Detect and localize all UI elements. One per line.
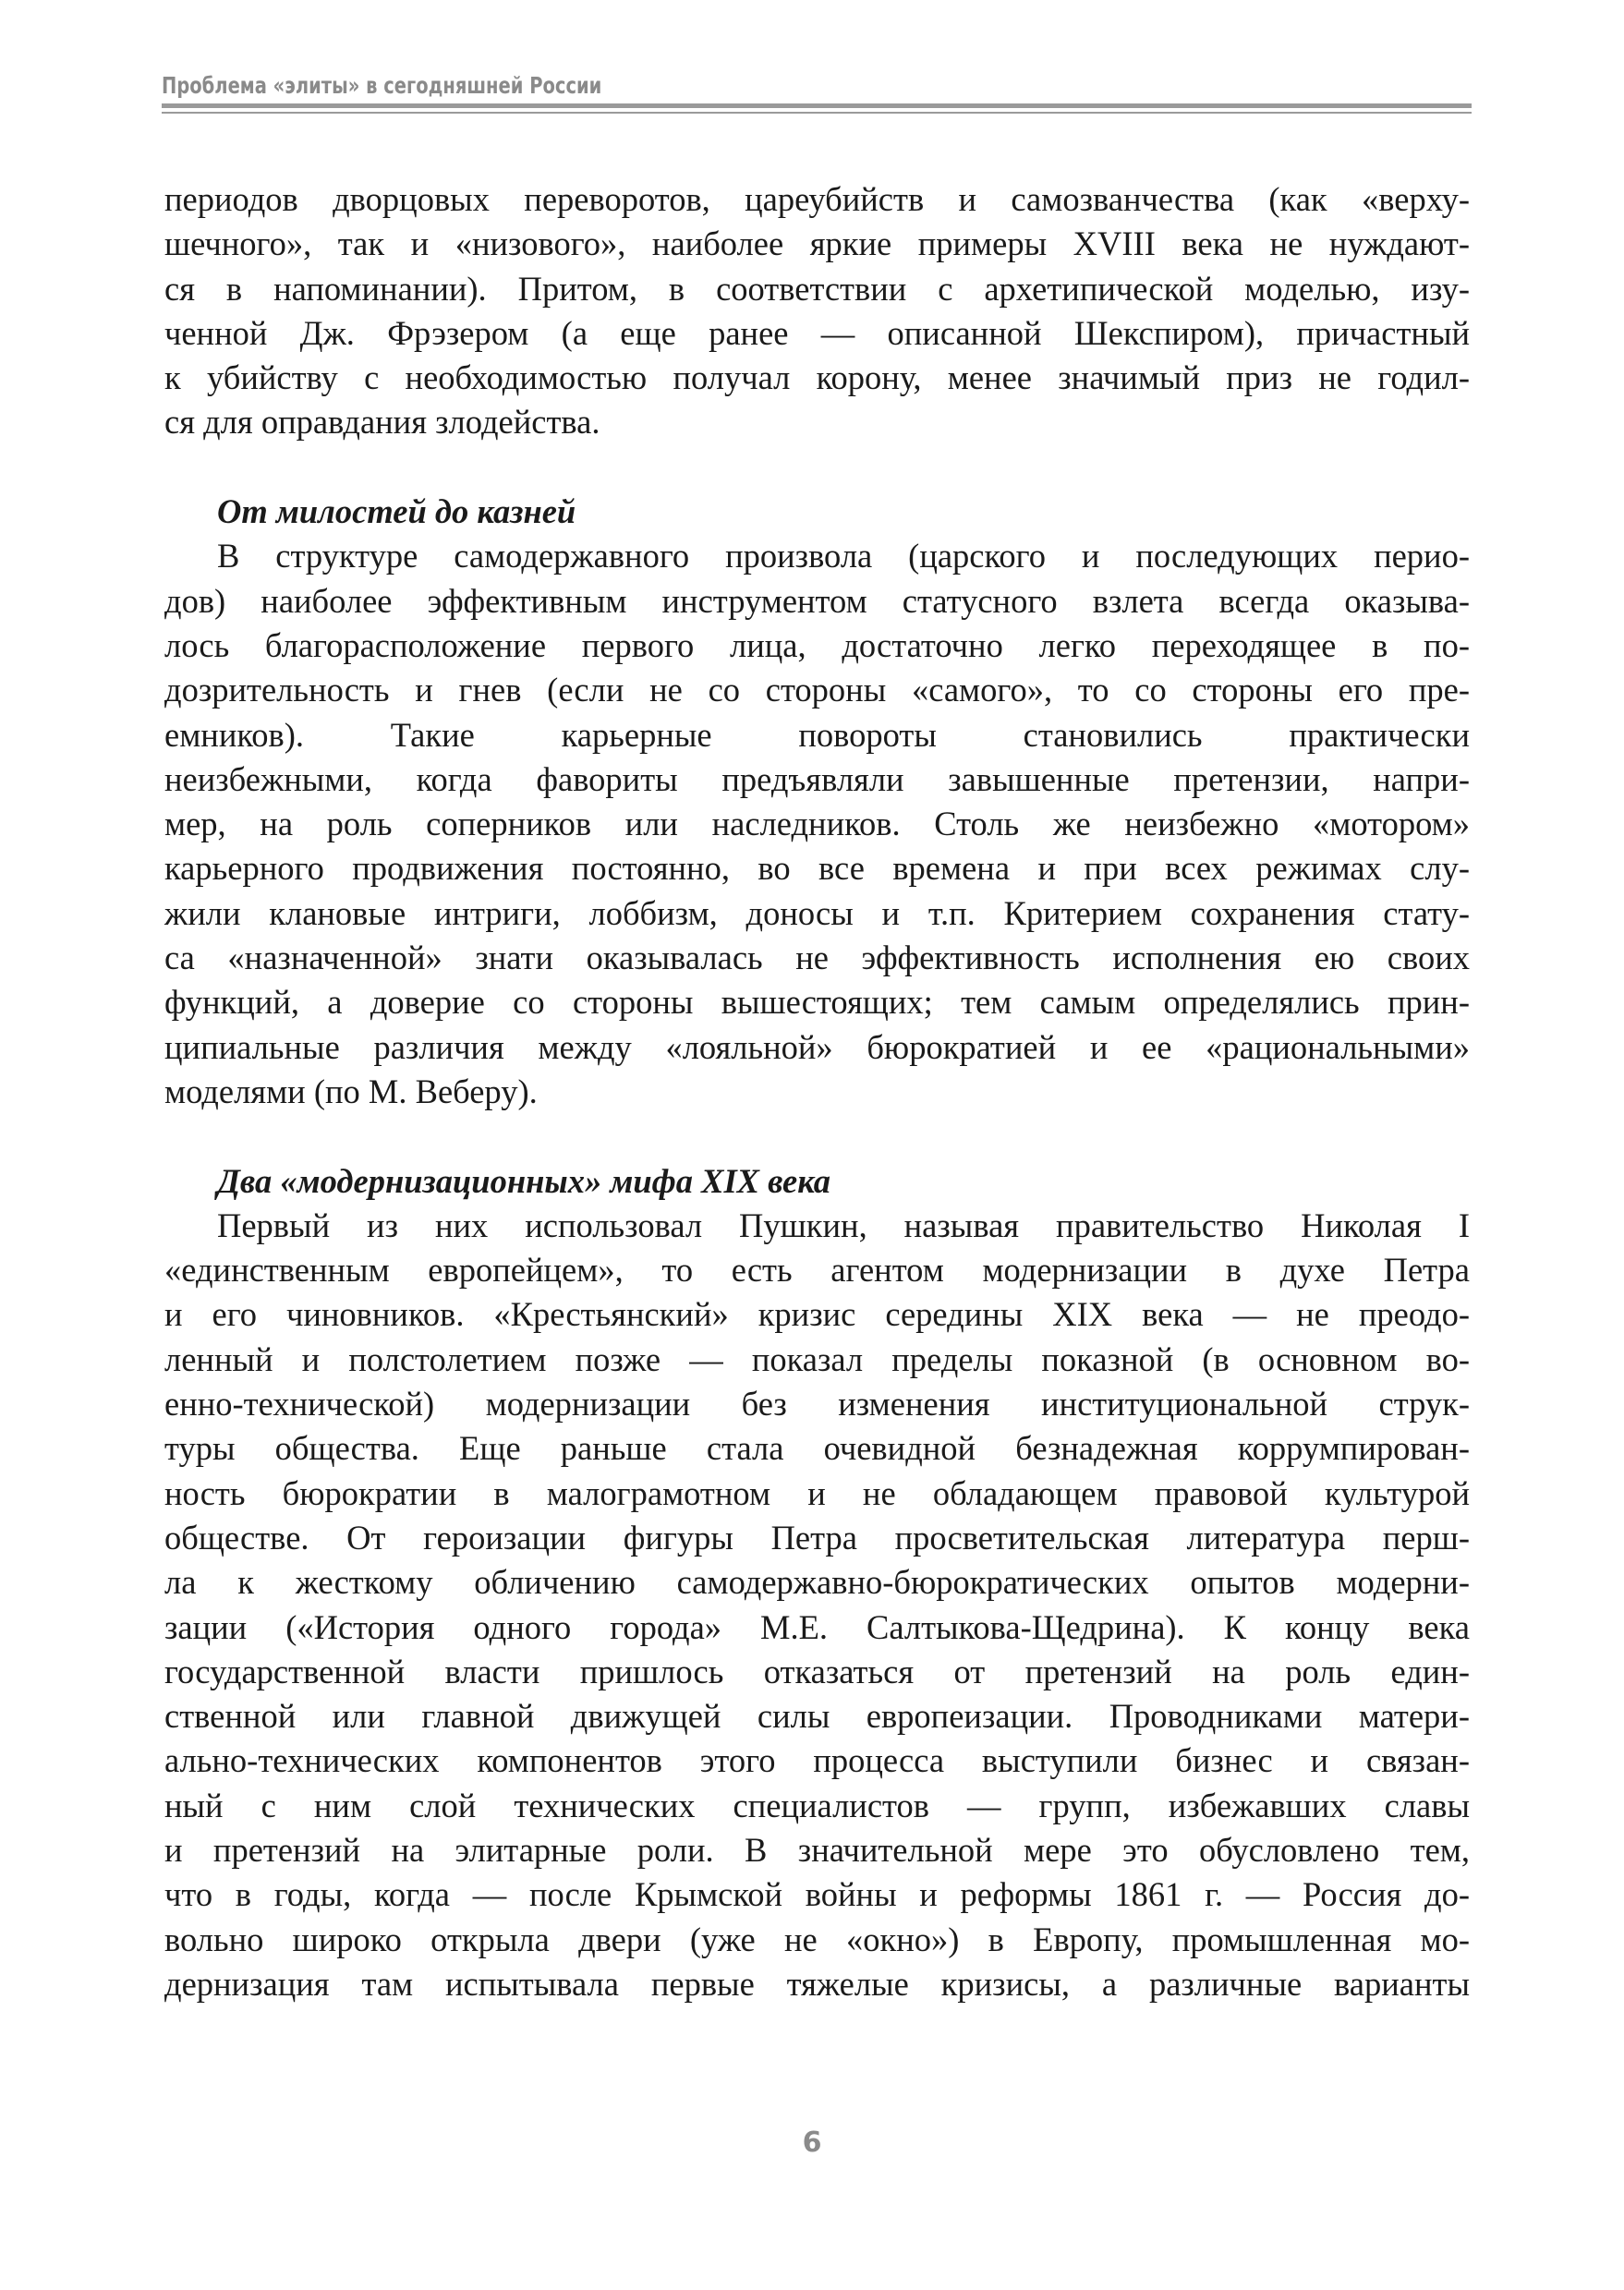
text-line: ленный и полстолетием позже — показал пределы показной (в основном во- [164, 1339, 1470, 1378]
text-line: емников). Такие карьерные повороты становились практически [164, 715, 1470, 754]
text-line: дернизация там испытывала первые тяжелые кризисы, а различные варианты [164, 1964, 1470, 2003]
text-line: ченной Дж. Фрэзером (а еще ранее — описанной Шекспиром), причастный [164, 313, 1470, 352]
paragraph-gap [164, 1114, 1470, 1158]
text-line: ла к жесткому обличению самодержавно-бюрократических опытов модерни- [164, 1563, 1470, 1602]
text-line: дозрительность и гнев (если не со стороны «самого», то со стороны его пре- [164, 671, 1470, 709]
text-line: что в годы, когда — после Крымской войны и реформы 1861 г. — Россия до- [164, 1875, 1470, 1914]
page-number: 6 [802, 2126, 822, 2159]
text-line: шечного», так и «низового», наиболее яркие примеры XVIII века не нуждают- [164, 224, 1470, 263]
text-line: зации («История одного города» М.Е. Салтыкова-Щедрина). К концу века [164, 1607, 1470, 1646]
section-modernization-myths [164, 1159, 1470, 2007]
text-line: и претензий на элитарные роли. В значительной мере это обусловлено тем, [164, 1830, 1470, 1869]
text-line: «единственным европейцем», то есть агентом модернизации в духе Петра [164, 1251, 1470, 1290]
text-line: Первый из них использовал Пушкин, называя правительство Николая I [217, 1206, 1470, 1244]
text-line: енно-технической) модернизации без изменения институциональной струк- [164, 1385, 1470, 1424]
text-line: периодов дворцовых переворотов, цареубийств и самозванчества (как «верху- [164, 180, 1470, 218]
section-heading: Два «модернизационных» мифа XIX века [217, 1161, 831, 1200]
text-line: функций, а доверие со стороны вышестоящих; тем самым определялись прин- [164, 983, 1470, 1022]
text-line: В структуре самодержавного произвола (царского и последующих перио- [217, 537, 1470, 576]
text-line: лось благорасположение первого лица, достаточно легко переходящее в по- [164, 625, 1470, 664]
section-mercies-to-executions [164, 490, 1470, 1114]
text-line: мер, на роль соперников или наследников. Столь же неизбежно «мотором» [164, 805, 1470, 843]
text-line: ся для оправдания злодейства. [164, 403, 600, 442]
intro-paragraph [164, 177, 1470, 445]
text-line: ципиальные различия между «лояльной» бюрократией и ее «рациональными» [164, 1027, 1470, 1066]
header-rule-thick [162, 103, 1472, 108]
text-line: ся в напоминании). Притом, в соответствии с архетипической моделью, изу- [164, 269, 1470, 308]
text-line: вольно широко открыла двери (уже не «окно») в Европу, промышленная мо- [164, 1920, 1470, 1958]
text-line: са «назначенной» знати оказывалась не эффективность исполнения ею своих [164, 939, 1470, 977]
text-line: ально-технических компонентов этого процесса выступили бизнес и связан- [164, 1741, 1470, 1780]
paragraph-gap [164, 445, 1470, 490]
page-body [164, 177, 1470, 2006]
section-heading: От милостей до казней [217, 492, 576, 531]
text-line: ный с ним слой технических специалистов — групп, избежавших славы [164, 1786, 1470, 1824]
text-line: и его чиновников. «Крестьянский» кризис середины XIX века — не преодо- [164, 1295, 1470, 1334]
header-rule-thin [162, 112, 1472, 114]
text-line: дов) наиболее эффективным инструментом статусного взлета всегда оказыва- [164, 581, 1470, 620]
text-line: к убийству с необходимостью получал корону, менее значимый приз не годил- [164, 358, 1470, 397]
text-line: ность бюрократии в малограмотном и не обладающем правовой культурой [164, 1473, 1470, 1512]
text-line: карьерного продвижения постоянно, во все времена и при всех режимах слу- [164, 849, 1470, 888]
running-header-title: Проблема «элиты» в сегодняшней России [162, 72, 602, 99]
text-line: моделями (по М. Веберу). [164, 1072, 538, 1110]
text-line: ственной или главной движущей силы европеизации. Проводниками матери- [164, 1697, 1470, 1736]
text-line: обществе. От героизации фигуры Петра просветительская литература перш- [164, 1518, 1470, 1557]
text-line: жили клановые интриги, лоббизм, доносы и т.п. Критерием сохранения стату- [164, 893, 1470, 932]
text-line: неизбежными, когда фавориты предъявляли завышенные претензии, напри- [164, 759, 1470, 798]
text-line: туры общества. Еще раньше стала очевидной безнадежная коррумпирован- [164, 1429, 1470, 1468]
text-line: государственной власти пришлось отказаться от претензий на роль един- [164, 1652, 1470, 1690]
